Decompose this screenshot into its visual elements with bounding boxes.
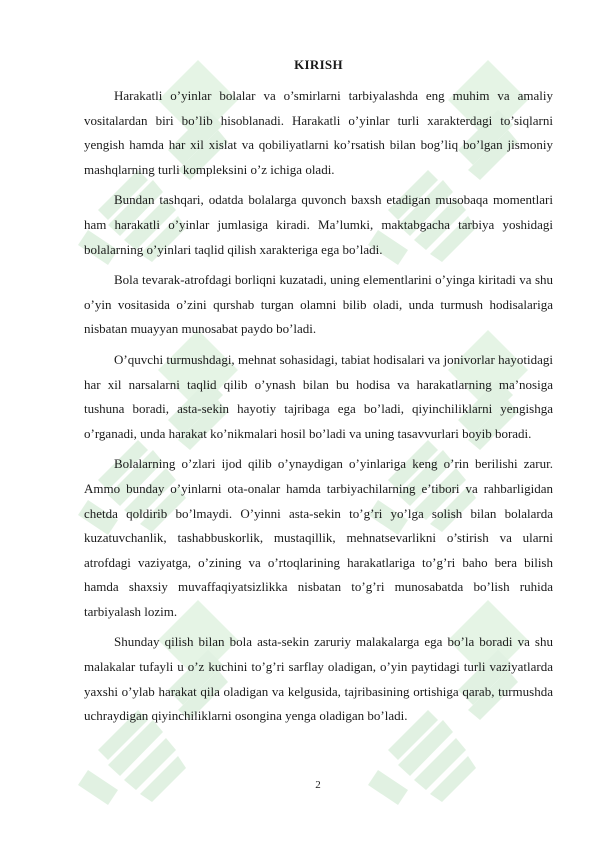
page-number: 2 [315, 779, 321, 791]
paragraph-4: O’quvchi turmushdagi, mehnat sohasidagi, tabiat hodisalari va jonivorlar hayotidagi har xil narsalarni taqlid qilib o’ynash bilan bu hodisa va harakatlarning ma’nosiga tushuna boradi, asta-sekin hayotiy tajribaga ega bo’ladi, qiyinchiliklarni yengishga o’rganadi, unda harakat ko’nikmalari hosil bo’ladi va uning tasavvurlari boyib boradi. [84, 351, 553, 441]
document-body [84, 84, 553, 735]
paragraph-3: Bola tevarak-atrofdagi borliqni kuzatadi, uning elementlarini o’yinga kiritadi va shu o’yin vositasida o’zini qurshab turgan olamni bilib oladi, unda turmush hodisalariga nisbatan muayyan munosabat paydo bo’ladi. [84, 272, 553, 337]
paragraph-1: Harakatli o’yinlar bolalar va o’smirlarni tarbiyalashda eng muhim va amaliy vositalardan biri bo’lib hisoblanadi. Harakatli o’yinlar turli xarakterdagi to’siqlarni yengish hamda har xil xislat va qobiliyatlarni ko’rsatish bilan bog’liq bo’lgan jismoniy mashqlarning turli kompleksini o’z ichiga oladi. [84, 88, 553, 177]
paragraph-5: Bolalarning o’zlari ijod qilib o’ynaydigan o’yinlariga keng o’rin berilishi zarur. Ammo bunday o’yinlarni ota-onalar hamda tarbiyachilarning e’tibori va rahbarligidan chetda qoldirib bo’lmaydi. O’yinni asta-sekin to’g’ri yo’lga solish bilan bolalarda kuzatuvchanlik, tashabbuskorlik, mustaqillik, mehnatsevarlikni o’stirish va ularni atrofdagi vaziyatga, o’zining va o’rtoqlarining harakatlariga to’g’ri baho bera bilish hamda shaxsiy muvaffaqiyatsizlikka nisbatan to’g’ri munosabatda bo’lish ruhida tarbiyalash lozim. [84, 456, 553, 619]
paragraph-2: Bundan tashqari, odatda bolalarga quvonch baxsh etadigan musobaqa momentlari ham harakatli o’yinlar jumlasiga kiradi. Ma’lumki, maktabgacha tarbiya yoshidagi bolalarning o’yinlari taqlid qilish xarakteriga ega bo’ladi. [84, 192, 553, 257]
paragraph-6: Shunday qilish bilan bola asta-sekin zaruriy malakalarga ega bo’la boradi va shu malakalar tufayli u o’z kuchini to’g’ri sarflay oladigan, o’yin paytidagi turli vaziyatlarda yaxshi o’ylab harakat qila oladigan va kelgusida, tajribasining ortishiga qarab, turmushda uchraydigan qiyinchiliklarni osongina yenga oladigan bo’ladi. [84, 634, 553, 724]
page-title: KIRISH [294, 57, 343, 72]
